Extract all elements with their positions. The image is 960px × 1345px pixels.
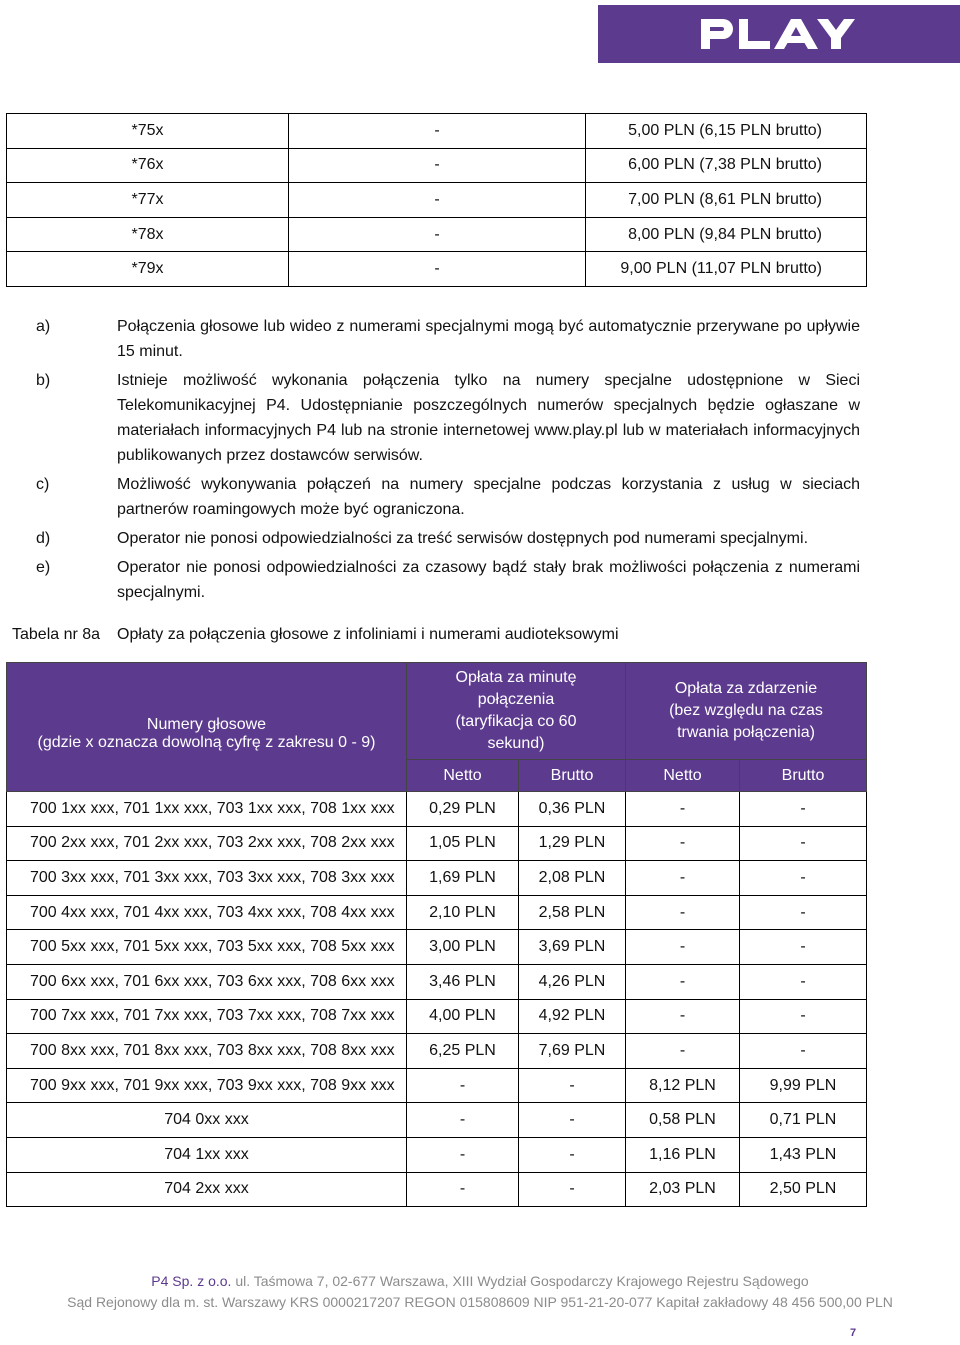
rate-row — [7, 964, 867, 999]
rate-event-netto: 8,12 PLN — [626, 1068, 740, 1103]
rate-row — [7, 792, 867, 827]
header-numbers — [7, 663, 407, 792]
rate-row — [7, 1103, 867, 1138]
rate-minute-netto: 1,05 PLN — [407, 826, 519, 861]
rate-numbers: 700 2xx xxx, 701 2xx xxx, 703 2xx xxx, 708 2xx xxx — [7, 826, 407, 861]
rate-minute-brutto: 1,29 PLN — [519, 826, 626, 861]
note-letter: c) — [36, 476, 50, 493]
table-caption-title: Opłaty za połączenia głosowe z infoliniami i numerami audioteksowymi — [117, 626, 619, 643]
note-text: Możliwość wykonywania połączeń na numery specjalne podczas korzystania z usług w sieciach partnerów roamingowych może być ograniczona. — [117, 476, 860, 518]
rate-event-netto: 0,58 PLN — [626, 1103, 740, 1138]
header-per-minute — [407, 663, 626, 760]
rate-numbers: 700 5xx xxx, 701 5xx xxx, 703 5xx xxx, 708 5xx xxx — [7, 930, 407, 965]
footer-company: P4 Sp. z o.o. — [151, 1273, 232, 1289]
header-event-brutto: Brutto — [740, 760, 867, 792]
note-text: Istnieje możliwość wykonania połączenia tylko na numery specjalne udostępnione w Sieci Telekomunikacyjnej P4. Udostępnianie poszczególnych numerów specjalnych będzie ogłaszane w materiałach informacyjnych P4 lub na stronie internetowej www.play.pl lub w materiałach informacyjnych publikowanych przez dostawców serwisów. — [117, 372, 860, 464]
rate-row — [7, 1068, 867, 1103]
header-per-minute-line4: sekund) — [487, 735, 545, 752]
rate-numbers: 700 7xx xxx, 701 7xx xxx, 703 7xx xxx, 708 7xx xxx — [7, 999, 407, 1034]
note-letter: d) — [36, 530, 51, 547]
rate-row — [7, 999, 867, 1034]
rate-event-netto: - — [626, 792, 740, 827]
rate-row — [7, 1137, 867, 1172]
rate-event-netto: - — [626, 964, 740, 999]
special-number-separator: - — [289, 183, 586, 218]
rate-event-brutto: 0,71 PLN — [740, 1103, 867, 1138]
audiotext-rates-table — [6, 662, 867, 1207]
rate-minute-brutto: 3,69 PLN — [519, 930, 626, 965]
rate-row — [7, 930, 867, 965]
rate-minute-brutto: 0,36 PLN — [519, 792, 626, 827]
rate-minute-brutto: 4,92 PLN — [519, 999, 626, 1034]
special-number-separator: - — [289, 148, 586, 183]
rate-event-brutto: - — [740, 861, 867, 896]
rate-minute-brutto: 4,26 PLN — [519, 964, 626, 999]
rate-event-netto: - — [626, 930, 740, 965]
header-per-minute-line3: (taryfikacja co 60 — [455, 713, 577, 730]
rate-minute-netto: 2,10 PLN — [407, 895, 519, 930]
rate-minute-netto: 4,00 PLN — [407, 999, 519, 1034]
rate-event-brutto: 2,50 PLN — [740, 1172, 867, 1207]
notes-list — [36, 314, 860, 609]
footer-address: ul. Taśmowa 7, 02-677 Warszawa, XIII Wydział Gospodarczy Krajowego Rejestru Sądowego — [231, 1273, 809, 1289]
header-numbers-line2: (gdzie x oznacza dowolną cyfrę z zakresu 0 - 9) — [37, 734, 376, 751]
special-number-row — [7, 217, 867, 252]
rate-numbers: 700 6xx xxx, 701 6xx xxx, 703 6xx xxx, 708 6xx xxx — [7, 964, 407, 999]
note-text: Operator nie ponosi odpowiedzialności za czasowy bądź stały brak możliwości połączenia z numerami specjalnymi. — [117, 559, 860, 601]
footer-line1 — [0, 1271, 960, 1292]
header-minute-netto: Netto — [407, 760, 519, 792]
header-per-event-line1: Opłata za zdarzenie — [674, 680, 818, 697]
rate-event-brutto: 9,99 PLN — [740, 1068, 867, 1103]
special-number-price: 5,00 PLN (6,15 PLN brutto) — [586, 114, 867, 149]
rate-numbers: 700 9xx xxx, 701 9xx xxx, 703 9xx xxx, 708 9xx xxx — [7, 1068, 407, 1103]
special-number-price: 8,00 PLN (9,84 PLN brutto) — [586, 217, 867, 252]
table-caption-number: Tabela nr 8a — [12, 626, 101, 643]
note-item — [36, 368, 860, 468]
rate-minute-brutto: - — [519, 1137, 626, 1172]
header-minute-brutto: Brutto — [519, 760, 626, 792]
special-number-code: *75x — [7, 114, 289, 149]
rate-minute-netto: 6,25 PLN — [407, 1034, 519, 1069]
footer-line2: Sąd Rejonowy dla m. st. Warszawy KRS 0000217207 REGON 015808609 NIP 951-21-20-077 Kapitał zakładowy 48 456 500,00 PLN — [67, 1294, 893, 1310]
rate-event-brutto: - — [740, 1034, 867, 1069]
rate-minute-brutto: 2,58 PLN — [519, 895, 626, 930]
rate-numbers: 704 0xx xxx — [7, 1103, 407, 1138]
rate-event-netto: - — [626, 826, 740, 861]
rate-event-brutto: - — [740, 999, 867, 1034]
rate-minute-netto: 3,46 PLN — [407, 964, 519, 999]
note-letter: e) — [36, 559, 51, 576]
rate-minute-brutto: 2,08 PLN — [519, 861, 626, 896]
page-number: 7 — [850, 1327, 857, 1339]
rate-row — [7, 861, 867, 896]
rate-minute-netto: - — [407, 1068, 519, 1103]
special-number-separator: - — [289, 252, 586, 287]
rate-row — [7, 1034, 867, 1069]
rate-event-netto: - — [626, 1034, 740, 1069]
header-per-minute-line2: połączenia — [477, 691, 555, 708]
note-letter: a) — [36, 318, 51, 335]
rate-numbers: 700 4xx xxx, 701 4xx xxx, 703 4xx xxx, 708 4xx xxx — [7, 895, 407, 930]
note-letter: b) — [36, 372, 51, 389]
special-number-row — [7, 148, 867, 183]
table-caption — [12, 626, 619, 644]
note-item — [36, 314, 860, 364]
special-number-code: *77x — [7, 183, 289, 218]
rate-minute-netto: 1,69 PLN — [407, 861, 519, 896]
rate-minute-netto: - — [407, 1172, 519, 1207]
special-number-row — [7, 114, 867, 149]
rate-minute-brutto: - — [519, 1172, 626, 1207]
note-item — [36, 526, 860, 551]
rate-event-brutto: - — [740, 826, 867, 861]
note-text: Połączenia głosowe lub wideo z numerami specjalnymi mogą być automatycznie przerywane po upływie 15 minut. — [117, 318, 860, 360]
header-event-netto: Netto — [626, 760, 740, 792]
special-number-price: 6,00 PLN (7,38 PLN brutto) — [586, 148, 867, 183]
rate-minute-netto: - — [407, 1103, 519, 1138]
rate-minute-brutto: - — [519, 1103, 626, 1138]
header-per-event-line2: (bez względu na czas — [669, 702, 823, 719]
special-number-code: *76x — [7, 148, 289, 183]
rate-minute-netto: 0,29 PLN — [407, 792, 519, 827]
note-item — [36, 472, 860, 522]
special-numbers-table — [6, 113, 867, 287]
rate-row — [7, 1172, 867, 1207]
rate-event-brutto: - — [740, 930, 867, 965]
rate-numbers: 704 1xx xxx — [7, 1137, 407, 1172]
rate-event-netto: 2,03 PLN — [626, 1172, 740, 1207]
rate-event-netto: - — [626, 895, 740, 930]
page-footer — [0, 1271, 960, 1313]
play-logo — [598, 5, 960, 63]
header-per-minute-line1: Opłata za minutę — [455, 669, 577, 686]
rate-event-brutto: - — [740, 964, 867, 999]
special-number-separator: - — [289, 114, 586, 149]
special-number-row — [7, 183, 867, 218]
rate-event-netto: - — [626, 861, 740, 896]
rate-numbers: 704 2xx xxx — [7, 1172, 407, 1207]
special-number-row — [7, 252, 867, 287]
rate-minute-brutto: - — [519, 1068, 626, 1103]
special-number-price: 9,00 PLN (11,07 PLN brutto) — [586, 252, 867, 287]
special-number-price: 7,00 PLN (8,61 PLN brutto) — [586, 183, 867, 218]
special-number-separator: - — [289, 217, 586, 252]
rate-event-brutto: - — [740, 792, 867, 827]
rate-numbers: 700 8xx xxx, 701 8xx xxx, 703 8xx xxx, 708 8xx xxx — [7, 1034, 407, 1069]
play-logo-icon — [699, 17, 859, 51]
rate-row — [7, 826, 867, 861]
header-numbers-line1: Numery głosowe — [146, 716, 267, 733]
rate-event-brutto: - — [740, 895, 867, 930]
header-per-event — [626, 663, 867, 760]
rate-minute-netto: 3,00 PLN — [407, 930, 519, 965]
rate-numbers: 700 3xx xxx, 701 3xx xxx, 703 3xx xxx, 708 3xx xxx — [7, 861, 407, 896]
note-text: Operator nie ponosi odpowiedzialności za treść serwisów dostępnych pod numerami specjalnymi. — [117, 530, 809, 547]
special-number-code: *78x — [7, 217, 289, 252]
rate-row — [7, 895, 867, 930]
rate-minute-brutto: 7,69 PLN — [519, 1034, 626, 1069]
note-item — [36, 555, 860, 605]
header-per-event-line3: trwania połączenia) — [677, 724, 815, 741]
rate-event-brutto: 1,43 PLN — [740, 1137, 867, 1172]
rate-event-netto: - — [626, 999, 740, 1034]
rate-numbers: 700 1xx xxx, 701 1xx xxx, 703 1xx xxx, 708 1xx xxx — [7, 792, 407, 827]
rate-minute-netto: - — [407, 1137, 519, 1172]
rate-event-netto: 1,16 PLN — [626, 1137, 740, 1172]
special-number-code: *79x — [7, 252, 289, 287]
